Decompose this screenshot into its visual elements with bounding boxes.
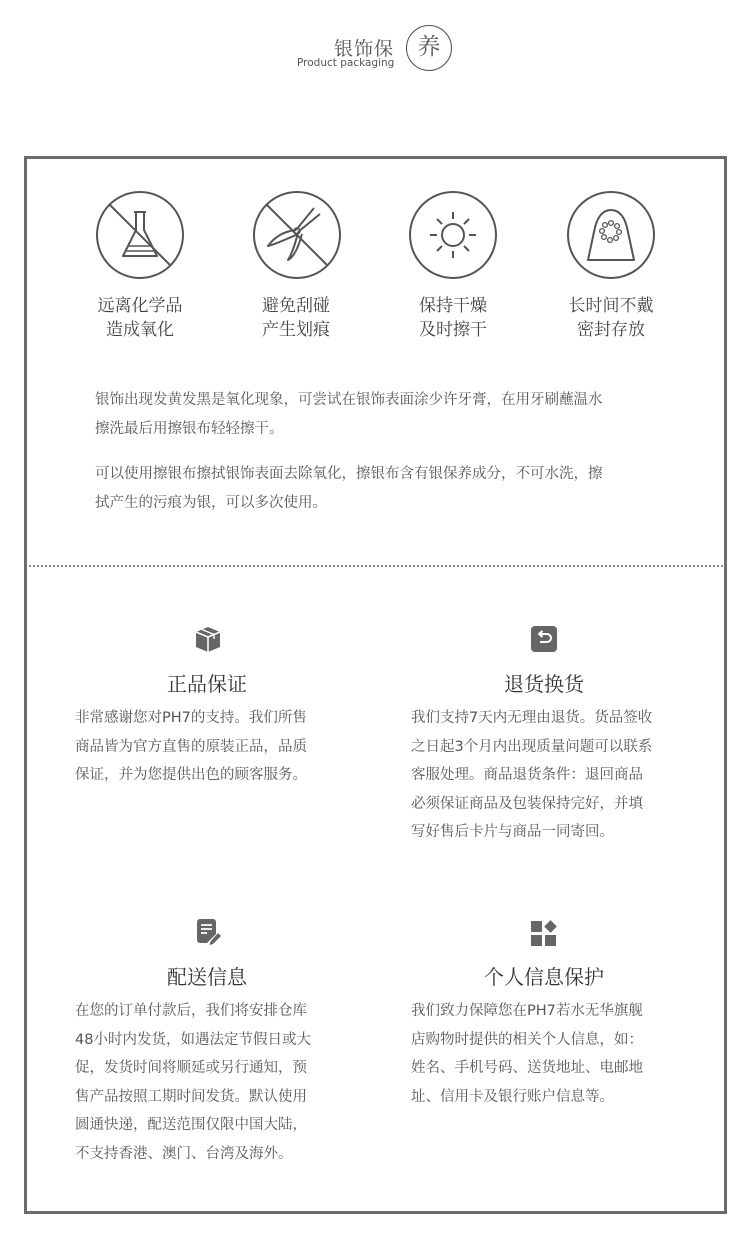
body-line: 非常感谢您对PH7的支持。我们所售 [75,710,307,726]
care-label-seal [546,294,676,342]
care-label-dry [388,294,518,342]
body-line: 店购物时提供的相关个人信息，如： [411,1031,643,1048]
page-header [0,24,750,74]
service-body-delivery [75,997,350,1168]
body-line: 必须保证商品及包装保持完好，并填 [411,795,643,812]
body-line: 我们致力保障您在PH7若水无华旗舰 [411,1003,643,1019]
no-pliers-icon [252,190,342,280]
care-label-scratch [231,294,361,342]
body-line: 姓名、手机号码、送货地址、电邮地 [411,1060,643,1076]
body-line: 不支持香港、澳门、台湾及海外。 [75,1145,293,1162]
service-body-privacy [411,997,686,1111]
body-line: 我们支持7天内无理由退货。货品签收 [411,710,653,726]
return-arrow-icon [529,624,559,654]
care-label-line: 长时间不戴 [568,296,654,316]
service-title-returns: 退货换货 [504,672,584,696]
care-label-line: 保持干燥 [419,296,487,316]
care-label-line: 产生划痕 [262,320,330,340]
seal-badge: 养 [406,25,452,71]
service-title-privacy: 个人信息保护 [484,965,604,989]
sealed-bell-jar-icon [566,190,656,280]
body-line: 写好售后卡片与商品一同寄回。 [411,824,614,840]
care-label-chemical [75,294,205,342]
sun-icon [408,190,498,280]
body-line: 售产品按照工期时间发货。默认使用 [75,1088,307,1105]
body-line: 之日起3个月内出现质量问题可以联系 [411,738,653,755]
paragraph-line: 可以使用擦银布擦拭银饰表面去除氧化，擦银布含有银保养成分，不可水洗，擦 [95,466,603,482]
body-line: 48小时内发货，如遇法定节假日或大 [75,1031,311,1048]
service-body-returns [411,704,686,847]
body-line: 圆通快递，配送范围仅限中国大陆， [75,1117,307,1133]
body-line: 商品皆为官方直售的原装正品，品质 [75,738,307,755]
package-icon [193,624,223,654]
service-body-authentic [75,704,350,790]
paragraph-line: 拭产生的污痕为银，可以多次使用。 [95,495,327,511]
care-label-line: 及时擦干 [419,320,487,340]
body-line: 在您的订单付款后，我们将安排仓库 [75,1003,307,1019]
care-paragraph-cloth [95,460,665,518]
body-line: 促，发货时间将顺延或另行通知，预 [75,1060,307,1076]
service-title-authentic: 正品保证 [167,672,247,696]
paragraph-line: 擦洗最后用擦银布轻轻擦干。 [95,421,284,437]
body-line: 保证，并为您提供出色的顾客服务。 [75,767,307,783]
service-title-delivery: 配送信息 [167,965,247,989]
care-label-line: 造成氧化 [106,320,174,340]
header-title: 银饰保 [334,38,395,60]
paragraph-line: 银饰出现发黄发黑是氧化现象，可尝试在银饰表面涂少许牙膏，在用牙刷蘸温水 [95,392,603,408]
apps-grid-icon [529,918,559,948]
dotted-divider [29,565,723,567]
care-label-line: 密封存放 [577,320,645,340]
header-subtitle: Product packaging [297,57,395,69]
no-chemical-flask-icon [95,190,185,280]
body-line: 址、信用卡及银行账户信息等。 [411,1088,614,1105]
care-paragraph-oxidation [95,386,665,444]
care-label-line: 避免刮碰 [262,296,330,316]
body-line: 客服处理。商品退货条件：退回商品 [411,767,643,783]
care-label-line: 远离化学品 [97,296,183,316]
document-edit-icon [193,918,223,948]
